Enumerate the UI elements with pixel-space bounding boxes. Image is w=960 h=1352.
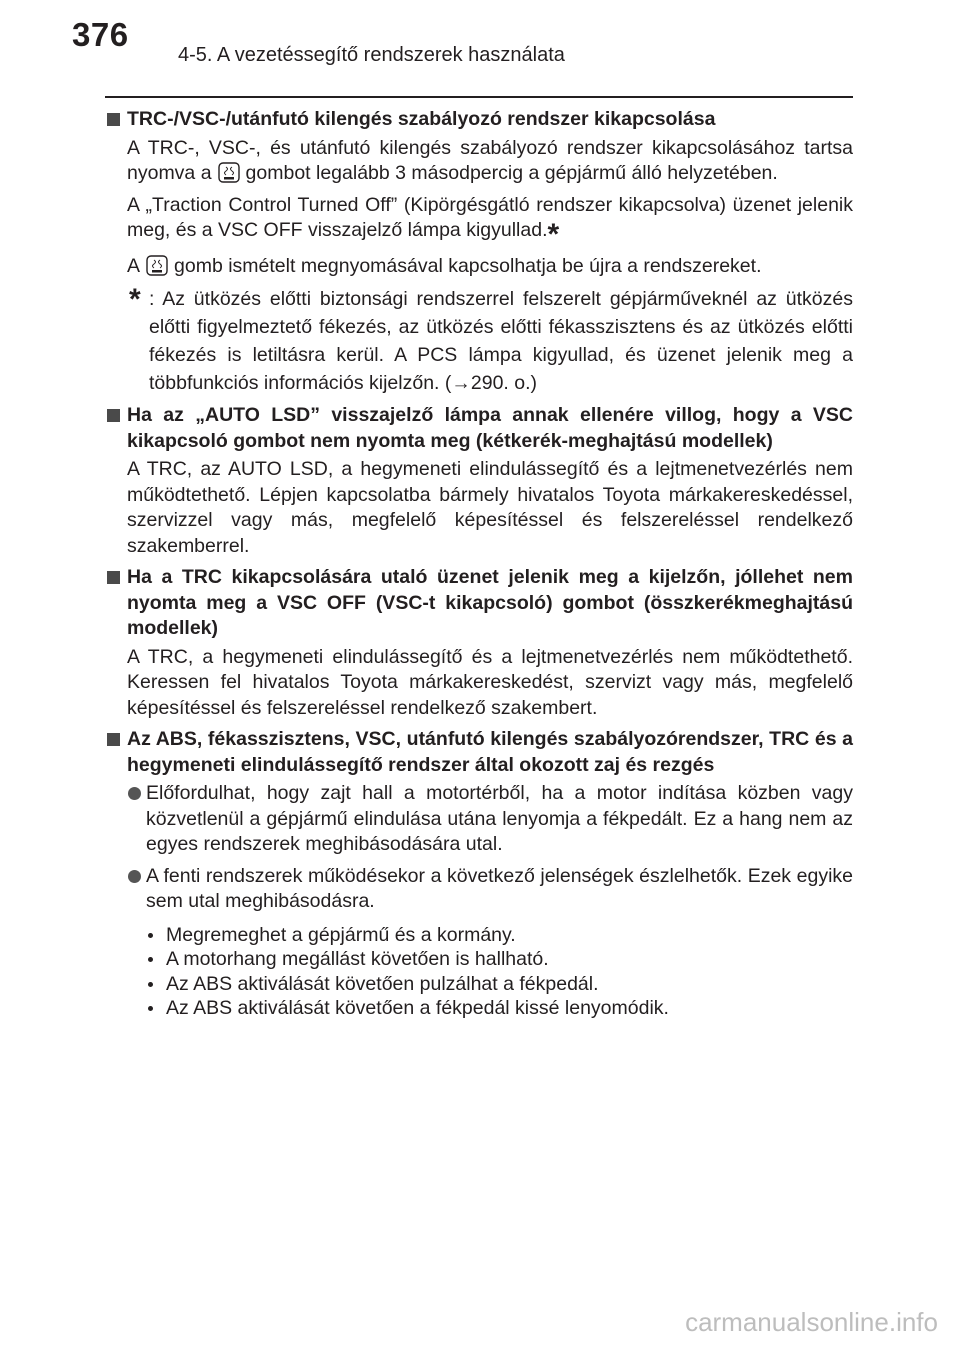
header-rule [105,96,853,98]
section-heading [105,403,853,454]
paragraph-text: A „Traction Control Turned Off” (Kipörgésgátló rendszer kikapcsolva) üzenet jelenik meg, és a VSC OFF visszajelző lámpa kigyullad. [127,193,853,241]
paragraph-text: gomb ismételt megnyomásával kapcsolhatja be újra a rendszereket. [174,254,762,277]
paragraph: A TRC, az AUTO LSD, a hegymeneti elindulássegítő és a lejtmenetvezérlés nem működtethető. Lépjen kapcsolatba bármely hivatalos Toyota márkakereskedéssel, szervizzel vagy más, megfelelő képesítéssel és felszereléssel rendelkező szakemberrel. [127,458,853,557]
heading-text: Ha a TRC kikapcsolására utaló üzenet jelenik meg a kijelzőn, jóllehet nem nyomta meg a VSC OFF (VSC-t kikapcsoló) gombot (összkerékmeghajtású modellek) [127,566,853,639]
heading-text: Ha az „AUTO LSD” visszajelző lámpa annak ellenére villog, hogy a VSC kikapcsoló gombot nem nyomta meg (kétkerék-meghajtású modellek) [127,404,853,452]
paragraph [127,136,853,187]
sub-list-item [146,972,853,997]
paragraph: A TRC, a hegymeneti elindulássegítő és a lejtmenetvezérlés nem működtethető. Keressen fel hivatalos Toyota márkakereskedést, szervizt vagy más, megfelelő képesítéssel és felszereléssel rendelkező szakembert. [127,645,853,719]
dot-bullet-icon [148,933,153,938]
section-auto-lsd [105,403,853,559]
section-trc-message [105,565,853,721]
paragraph [127,254,853,280]
section-heading [105,565,853,642]
square-bullet-icon [107,409,120,422]
section-noise-vibration [105,727,853,1021]
circle-bullet-icon [128,870,141,883]
section-trc-vsc-off [105,107,853,397]
section-heading [105,727,853,778]
vsc-off-button-icon [146,255,168,276]
square-bullet-icon [107,113,120,126]
paragraph-text: A TRC-, VSC-, és utánfutó kilengés szabályozó rendszer kikapcsolásához tartsa nyomva a [127,136,853,184]
heading-text: TRC-/VSC-/utánfutó kilengés szabályozó rendszer kikapcsolása [127,108,716,130]
sub-list-item [146,947,853,972]
paragraph [127,193,853,251]
paragraph-text: A [127,254,141,277]
sub-list-item-text: Az ABS aktiválását követően pulzálhat a fékpedál. [166,972,599,995]
page-content [105,107,853,1025]
sub-list-item [146,923,853,948]
heading-text: Az ABS, fékasszisztens, VSC, utánfutó kilengés szabályozórendszer, TRC és a hegymeneti elindulássegítő rendszer által okozott zaj és rezgés [127,728,853,776]
square-bullet-icon [107,733,120,746]
vsc-off-button-icon [218,162,240,183]
section-heading [105,107,853,133]
dot-bullet-icon [148,1006,153,1011]
sub-list-item-text: A motorhang megállást követően is hallható. [166,948,549,970]
dot-bullet-icon [148,957,153,962]
footnote [127,285,853,397]
watermark: carmanualsonline.info [685,1307,938,1337]
sub-list [146,923,853,1021]
list-item [127,864,853,915]
sub-list-item [146,996,853,1021]
footnote-mark: * [129,283,141,316]
paragraph-text: gombot legalább 3 másodpercig a gépjármű álló helyzetében. [245,162,778,184]
list-item-text: Előfordulhat, hogy zajt hall a motortérből, ha a motor indítása közben vagy közvetlenül a gépjármű elindulása utána lenyomja a fékpedált. Ez a hang nem az egyes rendszerek meghibásodására utal. [146,782,853,855]
section-header: 4-5. A vezetéssegítő rendszerek használata [178,44,565,66]
circle-bullet-icon [128,787,141,800]
dot-bullet-icon [148,982,153,987]
square-bullet-icon [107,571,120,584]
footnote-text: : Az ütközés előtti biztonsági rendszerrel felszerelt gépjárműveknél az ütközés előtti figyelmeztető fékezés, az ütközés előtti fékasszisztens és az ütközés előtti fékezés is letiltásra kerül. A PCS lámpa kigyullad, és üzenet jelenik meg a többfunkciós információs kijelzőn. (→290. o.) [149,288,853,394]
list-item-text: A fenti rendszerek működésekor a következő jelenségek észlelhetők. Ezek egyike sem utal meghibásodásra. [146,864,853,912]
sub-list-item-text: Az ABS aktiválását követően a fékpedál kissé lenyomódik. [166,997,669,1019]
footnote-reference: * [547,218,560,251]
sub-list-item-text: Megremeghet a gépjármű és a kormány. [166,923,516,946]
list-item [127,781,853,858]
page-number: 376 [72,16,129,53]
